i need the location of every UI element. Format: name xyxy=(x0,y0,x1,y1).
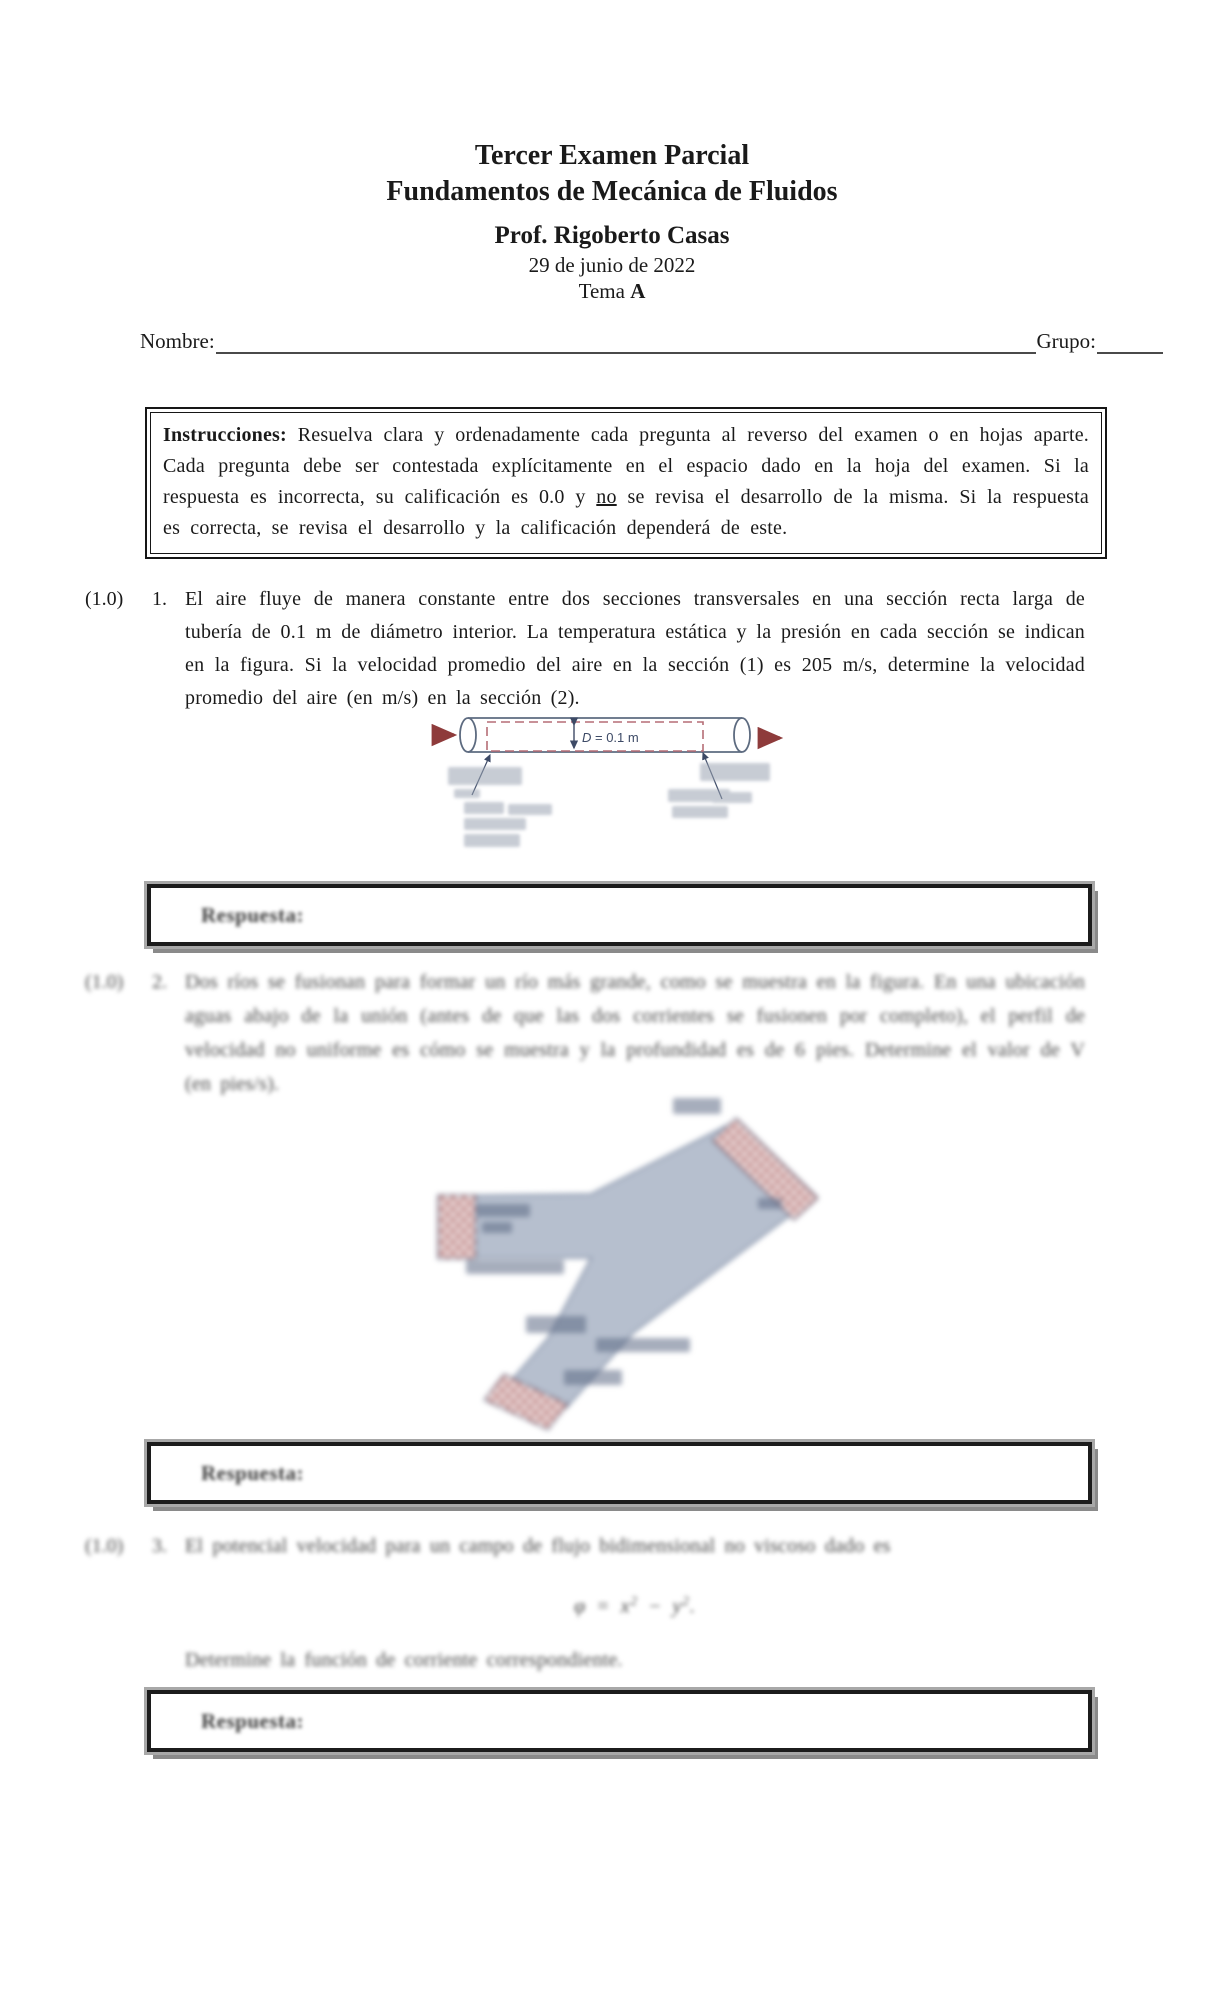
problem-3-points: (1.0) xyxy=(85,1535,124,1557)
problem-2 xyxy=(85,965,1085,1101)
exam-header xyxy=(0,138,1224,304)
problem-1-points: (1.0) xyxy=(85,588,124,610)
name-label: Nombre: xyxy=(140,329,215,353)
instructions-lead: Instrucciones: xyxy=(163,424,287,446)
answer-box-3 xyxy=(147,1690,1092,1752)
group-blank-line xyxy=(1097,328,1163,354)
problem-2-text: Dos ríos se fusionan para formar un río más grande, como se muestra en la figura. En una ubicación aguas abajo de la unión (antes de que las dos corrientes se fusionen por completo), el perfil de velocidad no uniforme es cómo se muestra y la profundidad es de 6 pies. Determine el valor de V (en pies/s). xyxy=(185,971,1085,1095)
answer-label-2: Respuesta: xyxy=(201,1460,304,1485)
answer-box-2 xyxy=(147,1442,1092,1504)
answer-label-1: Respuesta: xyxy=(201,902,304,927)
problem-3 xyxy=(85,1530,1085,1677)
answer-box-1 xyxy=(147,884,1092,946)
tema-value: A xyxy=(630,279,646,303)
instructions-body-before: Resuelva clara y ordenadamente cada pregunta al reverso del examen o en hojas aparte. Cada pregunta debe ser contestada explícitamente en el espacio dado en la hoja del examen. Si la respuesta es incorrecta, su calificación es 0.0 y xyxy=(163,424,1089,508)
problem-1-number: 1. xyxy=(152,588,167,610)
instructions-box xyxy=(145,407,1107,559)
problem-1 xyxy=(85,583,1085,715)
diameter-label: D = 0.1 m xyxy=(582,730,639,745)
river-junction-figure xyxy=(398,1088,858,1436)
problem-3-text: El potencial velocidad para un campo de flujo bidimensional no viscoso dado es xyxy=(185,1535,891,1557)
exam-title-line1: Tercer Examen Parcial xyxy=(474,140,750,171)
professor-name: Prof. Rigoberto Casas xyxy=(494,222,730,249)
problem-1-text: El aire fluye de manera constante entre dos secciones transversales en una sección recta larga de tubería de 0.1 m de diámetro interior. La temperatura estática y la presión en cada sección se indican en la figura. Si la velocidad promedio del aire en la sección (1) es 205 m/s, determine la velocidad promedio del aire (en m/s) en la sección (2). xyxy=(185,588,1085,709)
name-blank-line xyxy=(216,328,1036,354)
instructions-underlined-word: no xyxy=(596,486,617,508)
problem-3-formula: $\varphi = x^2 - y^2$. xyxy=(574,1593,696,1618)
instructions-body-after: se revisa el desarrollo de la misma. Si la respuesta es correcta, se revisa el desarrollo y la calificación dependerá de este. xyxy=(163,486,1089,539)
pipe-figure xyxy=(420,705,800,865)
problem-3-number: 3. xyxy=(152,1535,167,1557)
left-branch-hatched-end xyxy=(438,1195,476,1259)
answer-label-3: Respuesta: xyxy=(201,1708,304,1733)
problem-2-points: (1.0) xyxy=(85,971,124,993)
problem-3-body xyxy=(185,1530,1085,1677)
exam-topic-line xyxy=(0,278,1224,304)
exam-date: 29 de junio de 2022 xyxy=(528,253,696,277)
name-group-row xyxy=(140,328,1164,354)
blurred-section-labels xyxy=(448,763,770,847)
group-label: Grupo: xyxy=(1036,329,1096,353)
problem-2-number: 2. xyxy=(152,971,167,993)
exam-title-line2: Fundamentos de Mecánica de Fluidos xyxy=(386,176,838,207)
problem-3-text-after: Determine la función de corriente correspondiente. xyxy=(185,1648,623,1671)
instructions-text xyxy=(150,412,1102,554)
tema-label: Tema xyxy=(578,279,631,303)
